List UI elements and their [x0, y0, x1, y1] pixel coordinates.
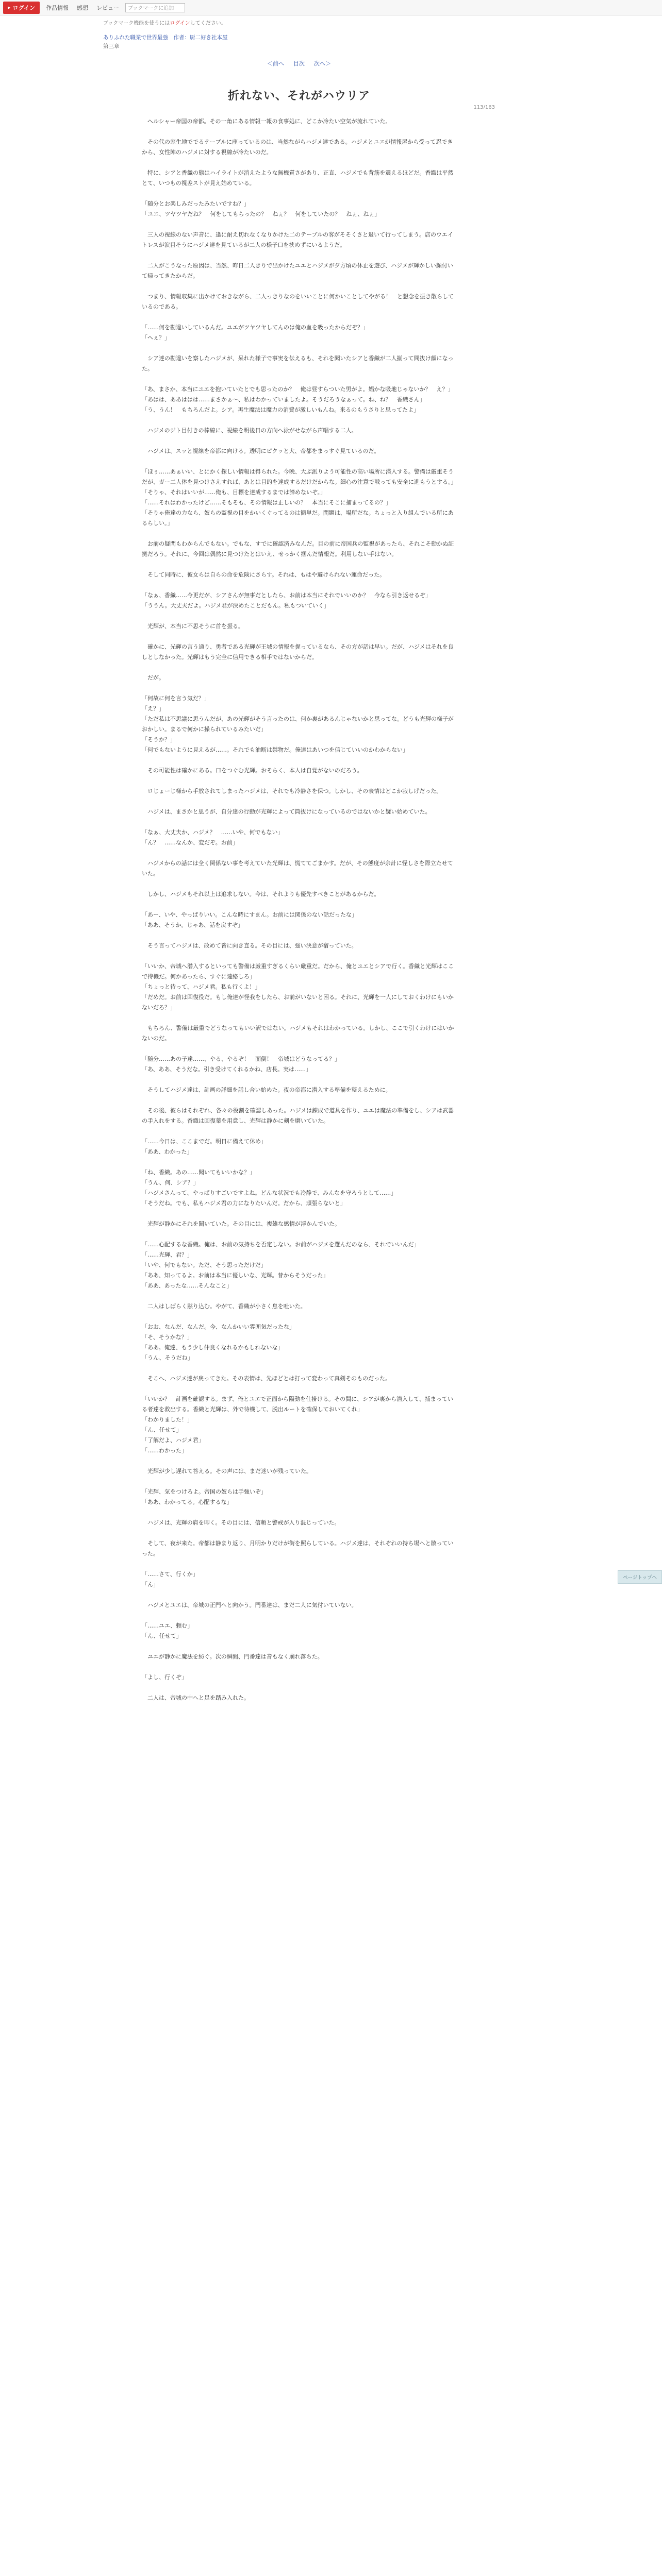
- table-of-contents-link[interactable]: 目次: [293, 60, 305, 67]
- body-paragraph: 「いいか？ 計画を確認する。まず、俺とユエで正面から陽動を仕掛ける。その間に、シアが裏から潜入して、捕まっている者達を救出する。香織と光輝は、外で待機して、脱出ルートを確保しておいてくれ」: [142, 1396, 453, 1413]
- body-paragraph: 「……さて、行くか」: [142, 1571, 198, 1578]
- body-paragraph: 二人は、帝城の中へと足を踏み入れた。: [142, 1694, 250, 1701]
- body-paragraph: 「……光輝、君？」: [142, 1251, 193, 1258]
- body-paragraph: 「よし、行くぞ」: [142, 1674, 187, 1681]
- bookmark-button[interactable]: ブックマークに追加: [125, 3, 185, 12]
- body-paragraph: ハジメは、光輝の肩を叩く。その目には、信頼と警戒が入り混じっていた。: [142, 1519, 340, 1526]
- body-paragraph: [142, 1662, 456, 1672]
- body-paragraph: ユエが静かに魔法を紡ぐ。次の瞬間、門番達は音もなく崩れ落ちた。: [142, 1653, 323, 1660]
- body-paragraph: 「ああ、わかった」: [142, 1148, 193, 1155]
- body-paragraph: 「ああ、知ってるよ。お前は本当に優しいな、光輝。昔からそうだった」: [142, 1272, 329, 1279]
- body-paragraph: [142, 580, 456, 590]
- body-paragraph: 「あ、ああ、そうだな。引き受けてくれるかね、店長。実は……」: [142, 1066, 312, 1073]
- body-paragraph: [142, 529, 456, 539]
- body-paragraph: 「いや、何でもない。ただ、そう思っただけだ」: [142, 1262, 267, 1268]
- body-paragraph: [142, 776, 456, 786]
- body-paragraph: 「なぁ、香織……今更だが、シアさんが無事だとしたら、お前は本当にそれでいいのか？ 今なら引き返せるぞ」: [142, 592, 431, 599]
- body-paragraph: [142, 848, 456, 858]
- body-paragraph: [142, 281, 456, 292]
- body-paragraph: [142, 1095, 456, 1106]
- body-paragraph: 「ハジメさんって、やっぱりすごいですよね。どんな状況でも冷静で、みんなを守ろうとして……」: [142, 1190, 397, 1196]
- top-navigation-bar: [0, 0, 662, 15]
- body-paragraph: 光輝が、本当に不思そうに首を振る。: [142, 623, 244, 630]
- body-paragraph: 「ヘぇ？」: [142, 334, 170, 341]
- body-paragraph: [142, 1559, 456, 1569]
- page-top-button[interactable]: ページトップへ: [618, 1570, 662, 1584]
- body-paragraph: 「そりゃ俺達の力なら、奴らの監視の目をかいくぐってるのは簡単だ。問題は、場所だな。ちょっと入り組んでいる所にあるらしい。」: [142, 510, 454, 527]
- body-paragraph: そして、夜が来た。帝都は静まり返り、月明かりだけが街を照らしている。ハジメ達は、それぞれの持ち場へと散っていった。: [142, 1540, 454, 1557]
- body-paragraph: 「あー、いや、やっぱりいい。こんな時にすまん。お前には関係のない話だったな」: [142, 911, 357, 918]
- body-paragraph: 「え？」: [142, 705, 164, 712]
- body-paragraph: 「いいか、帝城へ潜入するといっても警備は厳重すぎるくらい厳重だ。だから、俺とユエとシアで行く。香織と光輝はここで待機だ。何かあったら、すぐに連絡しろ」: [142, 963, 454, 980]
- body-paragraph: 「ちょっと待って、ハジメ君。私も行くよ！」: [142, 984, 261, 990]
- body-paragraph: 「ん、任せて」: [142, 1633, 182, 1639]
- body-paragraph: そこへ、ハジメ達が戻ってきた。その表情は、先ほどとは打って変わって真剣そのものだった。: [142, 1375, 391, 1382]
- body-paragraph: 「おお、なんだ、なんだ。今、なんかいい雰囲気だったな」: [142, 1324, 295, 1330]
- body-paragraph: 「……何を勘違いしているんだ。ユエがツヤツヤしてんのは俺の血を吸ったからだぞ？」: [142, 324, 369, 331]
- body-paragraph: 「……今日は、ここまでだ。明日に備えて休め」: [142, 1138, 267, 1145]
- body-paragraph: ハジメからの話には全く関係ない事を考えていた光輝は、慌ててごまかす。だが、その態度が余計に怪しさを際立たせていた。: [142, 860, 453, 877]
- body-paragraph: [142, 632, 456, 642]
- body-paragraph: 「何でもないように見えるが……。それでも油断は禁物だ。俺達はあいつを信じていいのかわからない」: [142, 747, 408, 753]
- body-paragraph: 「ああ、あったな……そんなこと」: [142, 1282, 233, 1289]
- body-paragraph: [142, 817, 456, 827]
- body-paragraph: 特に、シアと香織の態はハイライトが消えたような無機質さがあり、正直、ハジメでも背筋を震えるほどだ。香織は平然とて、いつもの視差ストが見え始めている。: [142, 170, 454, 187]
- next-episode-link[interactable]: 次へ＞: [314, 60, 331, 67]
- body-paragraph: 「了解だよ、ハジメ君」: [142, 1437, 204, 1444]
- body-paragraph: [142, 127, 456, 137]
- body-paragraph: [142, 1291, 456, 1301]
- body-paragraph: もちろん、警備は厳重でどうなってもいい訳ではない。ハジメもそれはわかっている。しかし、ここで引くわけにはいかないのだ。: [142, 1025, 454, 1042]
- body-paragraph: 三人の視線のない声音に、逢に耐え切れなくなりかけた二のテーブルの客がそそくさと退いて行ってしまう。店のウエイトレスが涙目そうにハジメ達を見ているが二人の様子口を挟めずにいるようだ。: [142, 231, 454, 248]
- body-paragraph: 「あ、まさか、本当にユエを抱いていたとでも思ったのか？ 俺は昼すらついた男がよ。娼かな吸地じゃないか？ え？」: [142, 386, 454, 393]
- nav-link-review[interactable]: レビュー: [96, 4, 119, 11]
- body-paragraph: [142, 1312, 456, 1322]
- body-paragraph: 「そ、そうかな？」: [142, 1334, 193, 1341]
- body-paragraph: [142, 796, 456, 807]
- prev-episode-link[interactable]: ＜前へ: [267, 60, 284, 67]
- body-paragraph: 「……わかった」: [142, 1447, 187, 1454]
- body-paragraph: [142, 1013, 456, 1023]
- body-paragraph: [142, 930, 456, 941]
- nav-link-impressions[interactable]: 感想: [76, 4, 88, 11]
- login-button[interactable]: [3, 2, 40, 14]
- notice-text-before: ブックマーク機能を使うには: [103, 21, 170, 26]
- body-paragraph: お前の疑問もわからんでもない。でもな、すでに確認済みなんだ。目の前に帝国兵の監視があったら、それこそ動かぬ証拠だろう。それに、今回は偶然に見つけたとはいえ、せっかく掴んだ情報だ。利用しない手はない。: [142, 540, 454, 557]
- body-paragraph: [142, 1209, 456, 1219]
- body-paragraph: 「そうか？」: [142, 736, 176, 743]
- body-paragraph: つまり、情報収集に出かけておきながら、二人っきりなのをいいことに何かいことしてやがる！ と想念を振き散らしているのである。: [142, 293, 454, 310]
- body-paragraph: [142, 1384, 456, 1394]
- body-paragraph: 「そりゃ、それはいいが……俺も、目標を達成するまでは諦めないぞ。」: [142, 489, 326, 496]
- body-paragraph: [142, 1044, 456, 1054]
- body-paragraph: [142, 951, 456, 961]
- chapter-body: [142, 116, 456, 1703]
- body-paragraph: 「ああ、わかってる。心配するな」: [142, 1499, 233, 1505]
- body-paragraph: [142, 1611, 456, 1621]
- body-paragraph: だが。: [142, 674, 164, 681]
- body-paragraph: 「ん」: [142, 1581, 159, 1588]
- body-paragraph: [142, 436, 456, 446]
- body-paragraph: 「う、うん！ もちろんだよ。シア。再生魔法は魔力の消費が激しいもんね。来るのもうさりと思ってたよ」: [142, 406, 420, 413]
- body-paragraph: 「随分……あの子達……、やる、やるぞ！ 面倒！ 帝城はどうなってる？」: [142, 1056, 340, 1062]
- body-paragraph: [142, 219, 456, 230]
- body-paragraph: [142, 1229, 456, 1240]
- body-paragraph: [142, 755, 456, 766]
- body-paragraph: 二人がこうなった原因は、当然、昨日二人きりで出かけたユエとハジメが夕方頃の休止を遊び、ハジメが輝かしい顔付いて帰ってきたからだ。: [142, 262, 453, 279]
- body-paragraph: 「ん？ ……なんか、変だぞ。お前」: [142, 839, 238, 846]
- episode-pager: [103, 59, 495, 67]
- episode-counter: 113/163: [473, 105, 495, 110]
- body-paragraph: [142, 250, 456, 261]
- body-paragraph: 「ただ私は不思議に思うんだが、あの光輝がそう言ったのは、何か裏があるんじゃないかと思ってな。どうも光輝の様子がおかしい。まるで何かに操られているみたいだ」: [142, 716, 454, 733]
- body-paragraph: [142, 1363, 456, 1374]
- body-paragraph: [142, 1590, 456, 1600]
- body-paragraph: [142, 900, 456, 910]
- body-paragraph: 光輝が少し遅れて答える。その声には、まだ迷いが残っていた。: [142, 1468, 312, 1475]
- body-paragraph: 「……ユエ、頼む」: [142, 1622, 193, 1629]
- body-paragraph: 「随分とお楽しみだったみたいですね？」: [142, 200, 250, 207]
- body-paragraph: 「ううん。大丈夫だよ。ハジメ君が決めたことだもん。私もついていく」: [142, 602, 329, 609]
- body-paragraph: その後、彼らはそれぞれ、各々の役割を確認しあった。ハジメは錬成で道具を作り、ユエは魔法の準備をし、シアは武器の手入れをする。香織は回復薬を用意し、光輝は静かに剣を磨いていた。: [142, 1107, 454, 1124]
- body-paragraph: 「ああ、そうか。じゃあ、話を戻すぞ」: [142, 922, 244, 928]
- body-paragraph: 「……心配するな香織。俺は、お前の気持ちを否定しない。お前がハジメを選んだのなら、それでいいんだ」: [142, 1241, 420, 1248]
- body-paragraph: 「……それはわかったけど……そもそも、その情報は正しいの？ 本当にそこに捕まってるの？」: [142, 499, 391, 506]
- body-paragraph: そして同時に、彼女らは自らの命を危険にさらす。それは、もはや避けられない運命だった。: [142, 571, 386, 578]
- body-paragraph: [142, 663, 456, 673]
- chapter-title: 折れない、それがハウリア: [227, 90, 370, 103]
- nav-link-info[interactable]: 作品情報: [45, 4, 69, 11]
- body-paragraph: 「光輝、気をつけろよ。帝国の奴らは手強いぞ」: [142, 1488, 267, 1495]
- body-paragraph: 「あはは、ああははは……まさかぁ～、私はわかっていましたよ。そうだろうなぁって。ね、ね？ 香織さん」: [142, 396, 425, 403]
- body-paragraph: [142, 1126, 456, 1137]
- body-paragraph: 「ほぅ……あぁいい、とにかく探しい情報は得られた。今晩、大ぶ派りよう可能性の高い場所に潜入する。警備は厳重そうだが、ガー二人体を見つけさえすれば、あとは目的を達成するだけだからな。細心の注意で戦っても安全に進もうとする。」: [142, 468, 457, 485]
- body-paragraph: ハジメは、まさかと思うが、自分達の行動が光輝によって筒抜けになっているのではないかと疑い始めていた。: [142, 808, 431, 815]
- body-paragraph: [142, 879, 456, 889]
- body-paragraph: ハジメとユエは、帝城の正門へと向かう。門番達は、まだ二人に気付いていない。: [142, 1602, 357, 1608]
- body-paragraph: [142, 374, 456, 384]
- body-paragraph: [142, 1477, 456, 1487]
- body-paragraph: しかし、ハジメもそれ以上は追求しない。今は、それよりも優先すべきことがあるからだ。: [142, 891, 380, 897]
- notice-login-link[interactable]: ログイン: [170, 21, 190, 26]
- chapter-group-label: 第三章: [103, 43, 120, 49]
- body-paragraph: [142, 456, 456, 467]
- body-paragraph: [142, 189, 456, 199]
- body-paragraph: 「何故に何を言う気だ？」: [142, 695, 210, 702]
- body-paragraph: 「ああ。俺達、もう少し仲良くなれるかもしれないな」: [142, 1344, 284, 1351]
- body-paragraph: [142, 1075, 456, 1085]
- body-paragraph: [142, 560, 456, 570]
- body-paragraph: シア達の勘違いを察したハジメが、呆れた様子で事実を伝えるも、それを聞いたシアと香織が二人揃って間抜け顔になった。: [142, 355, 454, 372]
- body-paragraph: 「うん、そうだね」: [142, 1354, 193, 1361]
- body-paragraph: 「ね、香織。あの……聞いてもいいかな？」: [142, 1169, 255, 1176]
- body-paragraph: ハジメは、スッと視線を帝都に向ける。透明にピクッと大、帝都をまっすぐ見ているのだ。: [142, 448, 380, 454]
- body-paragraph: 「ユエ、ツヤツヤだね？ 何をしてもらったの？ ねぇ？ 何をしていたの？ ねぇ、ねぇ」: [142, 211, 380, 217]
- body-paragraph: 二人はしばらく黙り込む。やがて、香織が小さく息を吐いた。: [142, 1303, 306, 1310]
- login-label: ログイン: [12, 4, 35, 11]
- body-paragraph: 「だめだ。お前は回復役だ。もし俺達が怪我をしたら、お前がいないと困る。それに、光輝を一人にしておくわけにもいかないだろ？」: [142, 994, 454, 1011]
- body-paragraph: [142, 683, 456, 693]
- body-paragraph: その代の窓生地ででるテーブルに座っているのは、当然ながらハジメ達である。ハジメとユエが情報屋から受って忍できから、女性陣のハジメに対する視線が冷たいのだ。: [142, 139, 453, 156]
- body-paragraph: [142, 1456, 456, 1466]
- body-paragraph: そう言ってハジメは、改めて皆に向き直る。その目には、強い決意が宿っていた。: [142, 942, 357, 949]
- body-paragraph: [142, 1157, 456, 1167]
- login-icon: ▸: [8, 4, 11, 11]
- body-paragraph: [142, 1641, 456, 1652]
- body-paragraph: 「わかりました！」: [142, 1416, 193, 1423]
- body-paragraph: その可能性は確かにある。口をつぐむ光輝。おそらく、本人は自覚がないのだろう。: [142, 767, 363, 774]
- body-paragraph: [142, 312, 456, 323]
- body-paragraph: 「ん、任せて」: [142, 1427, 182, 1433]
- body-paragraph: ロじょーじ様から手放されてしまったハジメは、それでも冷静さを保つ。しかし、その表情はどこか寂しげだった。: [142, 788, 442, 794]
- bookmark-notice: [0, 15, 662, 26]
- body-paragraph: 「そうだね。でも、私もハジメ君の力になりたいんだ。だから、頑張らないと」: [142, 1200, 346, 1207]
- body-paragraph: 「うん、何、シア？」: [142, 1179, 199, 1186]
- notice-text-after: してください。: [190, 21, 226, 26]
- series-title-link[interactable]: ありふれた職業で世界最強 作者：厨二好き社本屋: [103, 35, 228, 41]
- body-paragraph: [142, 415, 456, 426]
- body-paragraph: [142, 1528, 456, 1538]
- body-paragraph: [142, 1683, 456, 1693]
- body-paragraph: 「なぁ、大丈夫か、ハジメ？ ……いや、何でもない」: [142, 829, 284, 836]
- body-paragraph: 確かに、光輝の言う通り、勇者である光輝が王城の情報を握っているなら、その方が話は早い。だが、ハジメはそれを良しとしなかった。光輝はもう完全に信用できる相手ではないからだ。: [142, 643, 454, 660]
- body-paragraph: そうしてハジメ達は、計画の詳細を話し合い始めた。夜の帝都に潜入する準備を整えるために。: [142, 1087, 391, 1093]
- novel-content: [103, 33, 495, 1703]
- body-paragraph: [142, 158, 456, 168]
- body-paragraph: [142, 1507, 456, 1518]
- body-paragraph: 光輝が静かにそれを聞いていた。その目には、複雑な感情が浮かんでいた。: [142, 1221, 340, 1227]
- body-paragraph: ハジメのジト目付きの棒線に、視線を明後日の方向へ泳がせながら声唱する二人。: [142, 427, 357, 434]
- body-paragraph: ヘルシャー帝国の帝都。その一角にある情報一報の食事処に、どこか冷たい空気が流れていた。: [142, 118, 391, 125]
- body-paragraph: [142, 611, 456, 621]
- body-paragraph: [142, 343, 456, 353]
